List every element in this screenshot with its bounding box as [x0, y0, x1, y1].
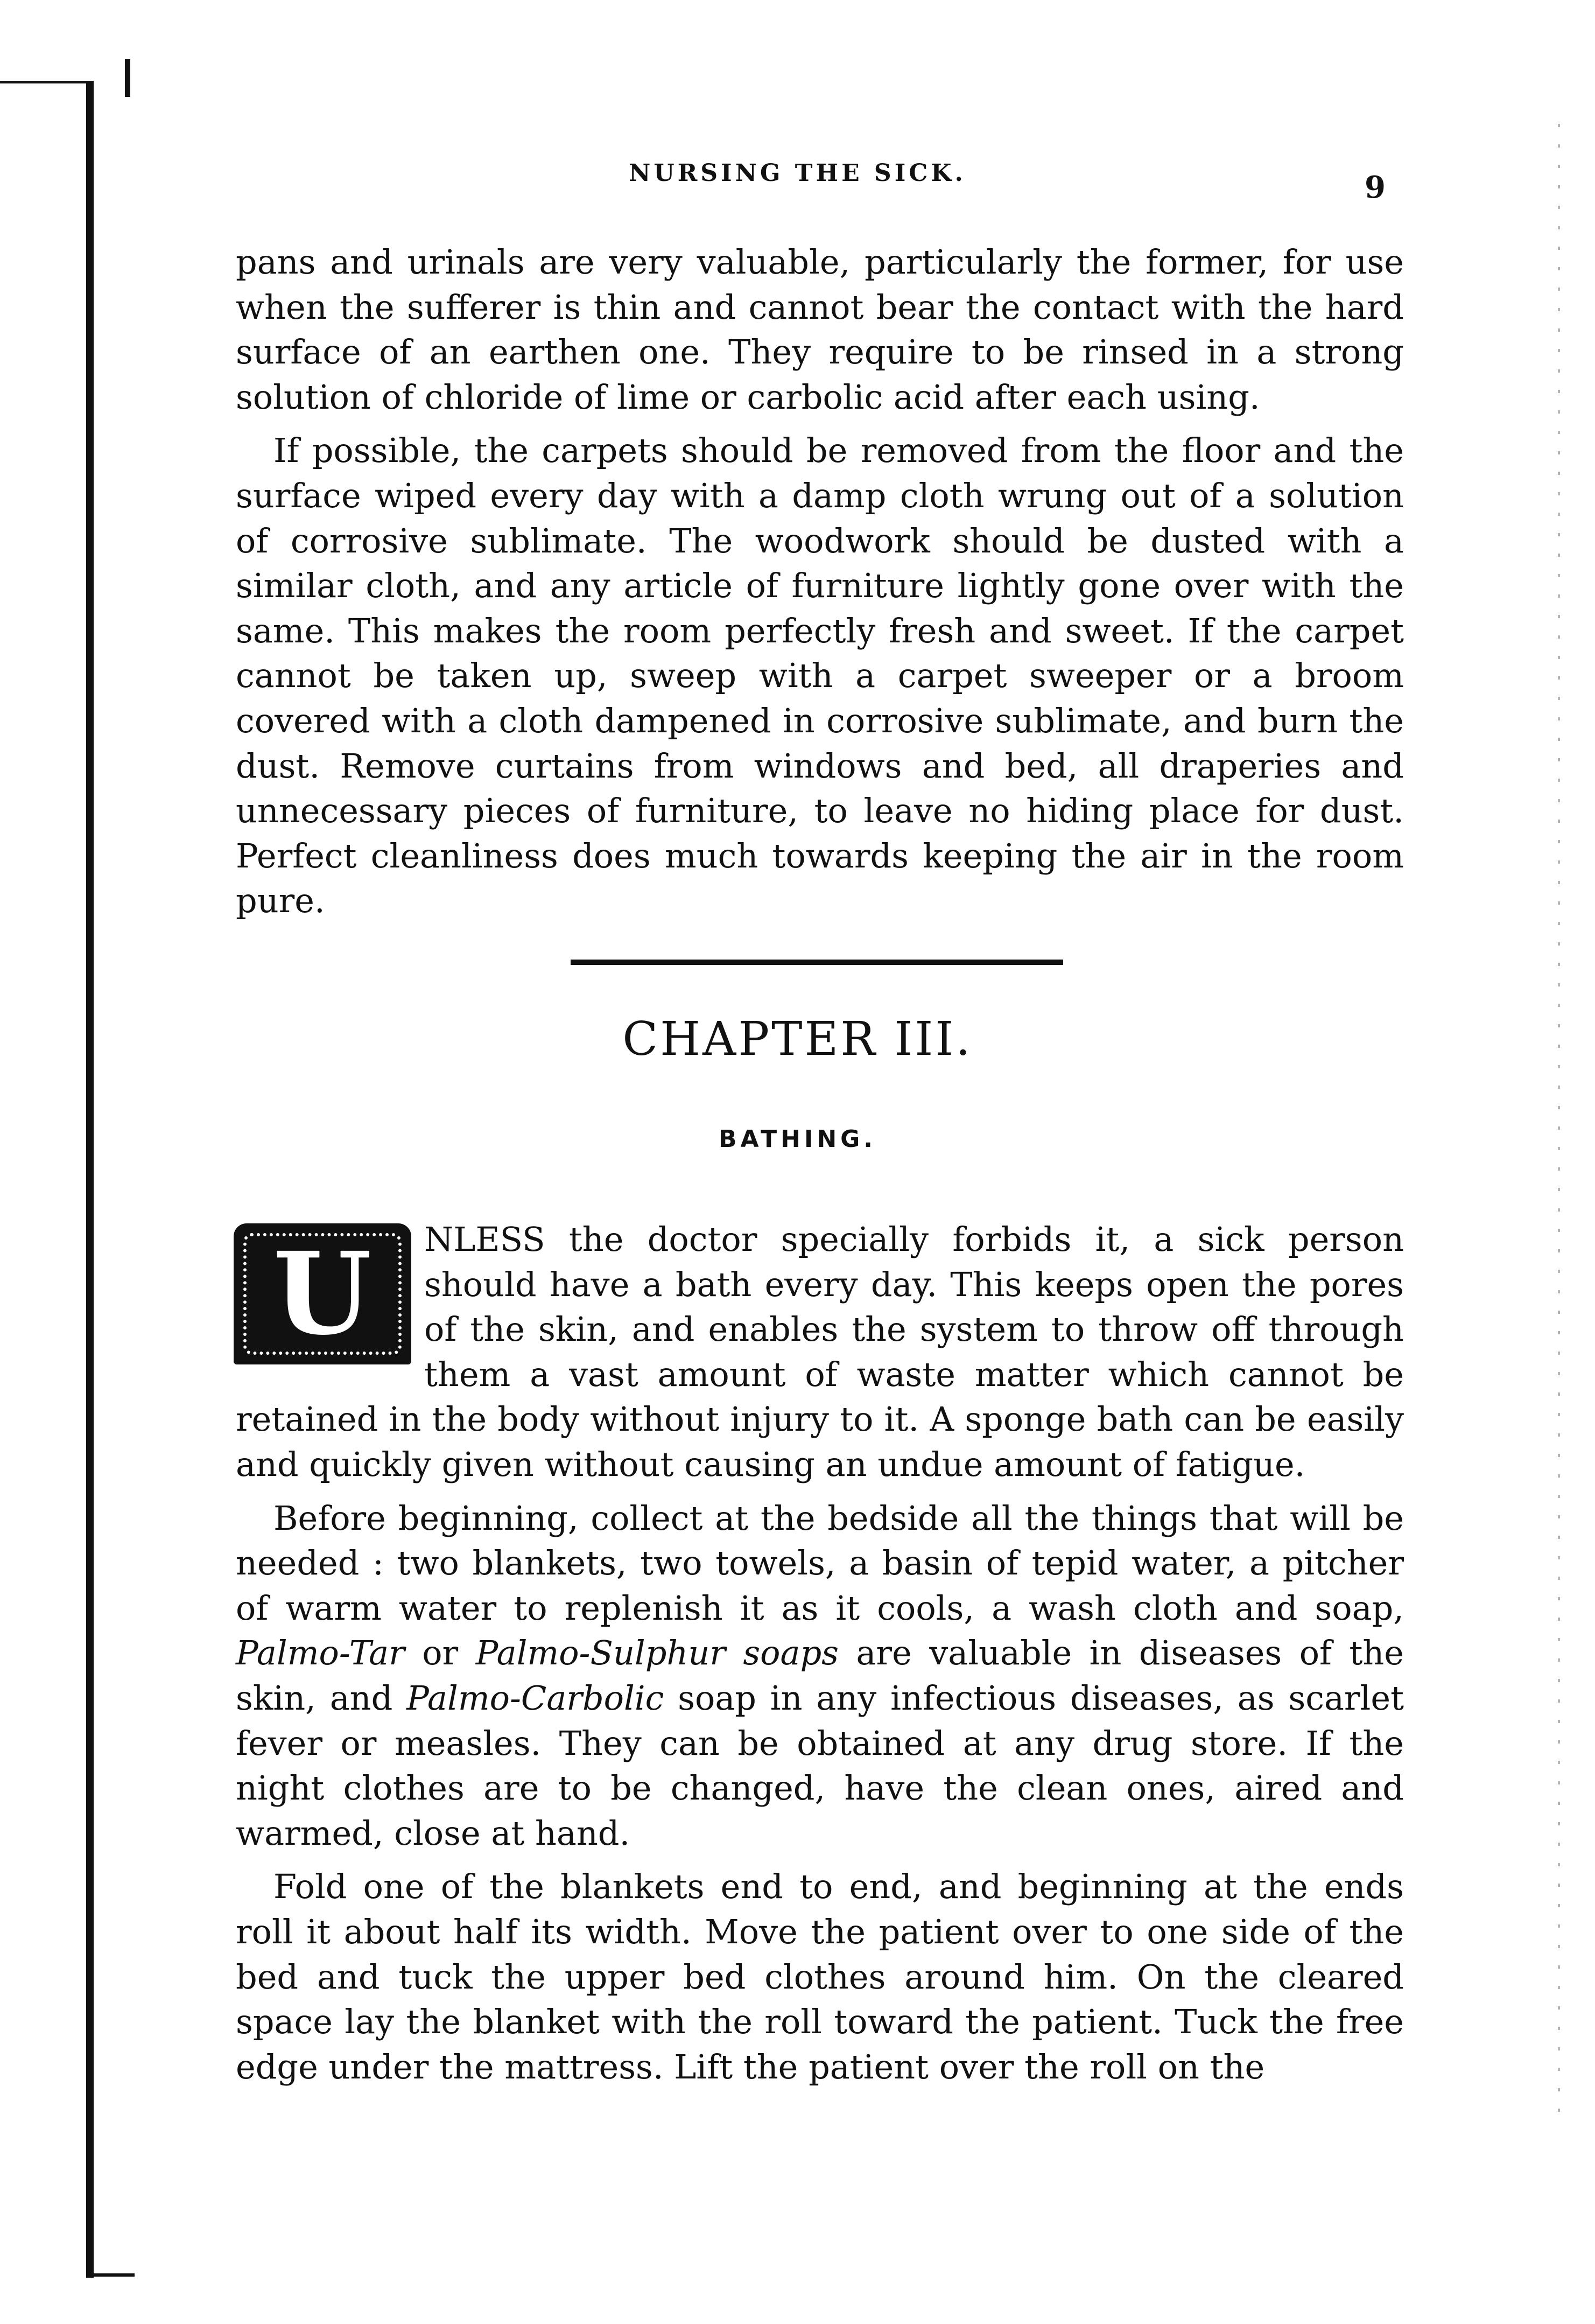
chapter-title: CHAPTER III.: [622, 1012, 973, 1066]
chapter-subtitle: BATHING.: [718, 1125, 877, 1153]
text-run: or: [404, 1633, 476, 1673]
paragraph-preparation: [236, 1496, 1404, 1856]
italic-product-name: Palmo-Carbolic: [406, 1678, 664, 1718]
chapter-divider: [571, 960, 1063, 965]
paragraph-carpets: If possible, the carpets should be removed from the floor and the surface wiped every day with a damp cloth wrung out of a solution of corrosive sublimate. The woodwork should be dusted with a similar cloth, and any article of furniture lightly gone over with the same. This makes the room perfectly fresh and sweet. If the carpet cannot be taken up, sweep with a carpet sweeper or a broom covered with a cloth dampened in corrosive sublimate, and burn the dust. Remove curtains from windows and bed, all draperies and unnecessary pieces of furniture, to leave no hiding place for dust. Perfect cleanliness does much towards keeping the air in the room pure.: [236, 431, 1404, 921]
text-run: Before beginning, collect at the bedside all the things that will be needed : two blankets, two towels, a basin of tepid water, a pitcher of warm water to replenish it as it cools, a wash cloth and soap,: [236, 1498, 1404, 1628]
italic-product-name: Palmo-Tar: [236, 1633, 405, 1673]
binding-rule-bottom: [86, 2273, 135, 2277]
page-mark: 9: [1365, 170, 1386, 205]
dropcap-letter: U: [273, 1227, 372, 1360]
paragraph-blanket: Fold one of the blankets end to end, and beginning at the ends roll it about half its width. Move the patient over to one side of the bed and tuck the upper bed clothes around him. On the cleared space lay the blanket with the roll toward the patient. Tuck the free edge under the mattress. Lift the patient over the roll on the: [236, 1867, 1404, 2087]
text-run: are valuable in diseases of the skin, and: [236, 1633, 1404, 1718]
text-run: soap in any infectious diseases, as scarlet fever or measles. They can be obtained at any drug store. If the night clothes are to be changed, have the clean ones, aired and warmed, close at hand.: [236, 1678, 1404, 1853]
paragraph-bedpans: pans and urinals are very valuable, particularly the former, for use when the sufferer is thin and cannot bear the contact with the hard surface of an earthen one. They require to be rinsed in a strong solution of chloride of lime or carbolic acid after each using.: [236, 242, 1404, 417]
binding-rule-top: [0, 81, 92, 83]
running-head: NURSING THE SICK.: [629, 159, 966, 187]
binding-rule-left: [86, 81, 94, 2278]
ornamental-dropcap: [234, 1223, 411, 1364]
continued-text: [236, 240, 1404, 923]
italic-product-name: Palmo-Sulphur soaps: [475, 1633, 839, 1673]
paragraph-bath-intro: NLESS the doctor specially forbids it, a sick person should have a bath every day. This keeps open the pores of the skin, and enables the system to throw off through them a vast amount of waste matter which cannot be retained in the body without injury to it. A sponge bath can be easily and quickly given without causing an undue amount of fatigue.: [236, 1220, 1404, 1484]
page-edge-speckle: [1558, 124, 1560, 2116]
binding-mark: [125, 59, 130, 97]
bathing-text: [236, 1217, 1404, 2089]
